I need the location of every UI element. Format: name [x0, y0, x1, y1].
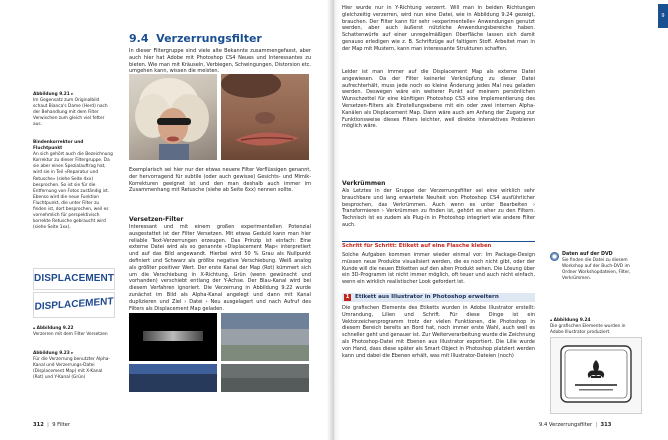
side-caption-figure-9-21: [33, 92, 113, 129]
caption-text: Die grafischen Elemente wurden in Adobe Illustrator produziert.: [550, 324, 626, 336]
caption-title: ▴ Abbildung 9.22: [33, 326, 74, 331]
subheading-versetzen: Versetzen-Filter: [129, 216, 184, 223]
right-page: [334, 0, 668, 440]
side-note-title: Bindenkorrektor und Fluchtpunkt: [33, 140, 84, 152]
dvd-note: [550, 252, 640, 282]
image-displacement-plain: [33, 268, 115, 290]
caption-figure-9-23: [33, 351, 113, 381]
caption-title: Abbildung 9.21 ▸: [33, 92, 74, 97]
image-x-channel: [129, 364, 217, 392]
caption-text: Im Gegensatz zum Originalbild schaut Bianca's Dame (Herd) nach der Behandlung mit dem Filter Verwischen zum gleich viel fetter aus.: [33, 98, 108, 128]
paragraph-y-direction: Hier wurde nur in Y-Richtung verzerrt. Will man in beiden Richtungen gleichzeitig verzerren, wird nun eine Datei, wie in Abbildung 9.24 gezeigt, brauchen. Der Filter kann für sehr »experimentelle« Anwendungen genutzt werden, aber auch äußerst nützliche Anwendungsbereiche haben. Schattenwürfe auf einer unregelmäßigen Oberfläche lassen sich damit genauso erledigen wie z. B. Schriftzüge auf faltigem Stoff. Arbeitet man in der Map mit Mustern, kann man interessante Strukturen schaffen.: [342, 5, 535, 52]
displacement-text-plain: DISPLACEMENT: [34, 273, 115, 284]
photo-woman-blonde: [129, 74, 217, 160]
step-1-header: [342, 293, 535, 302]
caption-title: Abbildung 9.23 ▸: [33, 351, 74, 356]
photo-face-closeup: [221, 74, 309, 160]
footer-section: 9.4 Verzerrungsfilter: [539, 422, 593, 428]
side-note-binding-corrector: [33, 140, 113, 231]
image-bottle-label: [550, 337, 642, 414]
subheading-verkruemmen: Verkrümmen: [342, 180, 386, 187]
caption-figure-9-24: [550, 318, 640, 336]
step-by-step-rule: [342, 241, 535, 242]
paragraph-versetzen: Interessant und mit einem großen experimentellen Potenzial ausgestattet ist der Filter Versetzen. Mit etwas Geduld kann man hier reliable Text-Verzerrungen erzeugen. Das Prinzip ist einfach: Eine externe Datei wird als so genannte »Displacement Map« interpretiert und auf das Bild angewandt. Hierbei wird 50 % Grau als Nullpunkt definiert und Schwarz als größte negative Verschiebung. Weiß analog als größter positiver Wert. Der erste Kanal der Map (Rot) kümmert sich um die Verschiebung in X-Richtung, Grün (wenn gewünscht und vorhanden) verschiebt entlang der Y-Achse. Der Blau-Kanal wird bei diesem Verfahren ignoriert. Die Verzerrung in Abbildung 9.22 wurde zunächst im Bild als Alpha-Kanal angelegt und dann mit Kanal duplizieren und Ziel › Datei › Neu ausgelagert und nach Aufruf des Filters als Displacement Map geladen.: [129, 224, 311, 312]
dvd-icon: [550, 252, 559, 261]
footer-right: 9.4 Verzerrungsfilter | 313: [539, 422, 612, 428]
caption-figure-9-22: [33, 326, 113, 338]
image-displacement-map: [221, 313, 309, 361]
section-heading: [129, 33, 262, 45]
caption-title: ▴ Abbildung 9.24: [550, 318, 591, 323]
caption-text: Für die Verzerrung benutzter Alpha-Kanal und Verzerrungs-Datei (Displacement Map) mit X-Kanal (Rot) und Y-Kanal (Grün): [33, 357, 110, 381]
paragraph-verkruemmen: Als Letztes in der Gruppe der Verzerrungsfilter sei eine wirklich sehr brauchbare und lang erwartete Neuheit von Photoshop CS4 ausführlicher besprochen, das Verkrümmen. Auch wenn es unter Bearbeiten › Transformieren › Verkrümmen zu finden ist, gehört es eher zu den Filtern. Technisch ist es zudem als Plug-in in Photoshop integriert wie andere Filter auch.: [342, 188, 535, 228]
page-number-left: 312: [33, 422, 44, 428]
page-number-right: 313: [600, 422, 612, 428]
section-number: 9.4: [129, 32, 149, 45]
dvd-text: Sie finden die Datei zu diesem Workshop auf der Buch-DVD im Ordner Workshopdateien, Filter, Verkrümmen.: [562, 258, 631, 282]
displacement-text-distorted: DISPLACEMENT: [34, 296, 114, 313]
step-intro: Solche Aufgaben kommen immer wieder einmal vor: Im Package-Design müssen neue Produkte visualisiert werden, die es noch nicht gibt, oder der Kunde will die neuen Etiketten auf den alten Produkt sehen. Die Lösung über ein 3D-Programm ist nicht immer möglich, oft teuer und auch nicht einfach, wenn ein wirklich realistischer Look gefordert ist.: [342, 252, 535, 286]
section-title: Verzerrungsfilter: [156, 32, 262, 45]
step-number-badge: 1: [345, 294, 350, 300]
chapter-thumb-tab: 9: [658, 4, 668, 28]
paragraph-displacement-map: Leider ist man immer auf die Displacement Map als externe Datei angewiesen. Da der Filter keinerlei Verknüpfung zu dieser Datei aufrechterhält, muss jede noch so kleine Änderung jedes Mal neu geladen werden. Deswegen wäre ein weiterer Punkt auf meinem persönlichen Wunschzettel für eine künftigen Photoshop CS3 eine Implementierung des Versetzen-Filters als Einstellungsebene mit ein oder zwei internen Alpha-Kanälen als Displacement Map. Dann wäre auch am Anfang der Zugang zur Funktionsweise dieses Filters leichter, weil direkte interaktives Probieren möglich wäre.: [342, 69, 535, 130]
side-note-text: An sich gehört auch die Bezeichnung Korrektur zu dieser Filtergruppe. Da sie aber einen Spezialauftrag hat, wird sie in Teil «Reparatur und Retusche» (siehe Seite 4xx) besprochen. So ist sie für die Entfernung von Fotos zuständig ist. Ebenso wird die neue Funktion Fluchtpunkt, die unter Filter zu finden ist, dort besprochen, weil es vornehmlich für perspektivisch korrekte Retusche gebraucht wird (siehe Seite 1xx).: [33, 152, 113, 231]
image-displacement-distorted: [33, 292, 115, 318]
step-title: Etikett aus Illustrator in Photoshop erweitern: [355, 294, 499, 300]
image-y-channel: [221, 364, 309, 392]
caption-text: Verzerren mit dem Filter Versetzen: [33, 332, 108, 338]
intro-paragraph: In dieser Filtergruppe sind viele alte Bekannte zusammengefasst, aber auch hier hat Adobe mit Photoshop CS4 Neues und Interessantes zu bieten. Wie man mit Kräuseln, Verbiegen, Schwingungen, Distorsion etc. umgehen kann, wissen die meisten.: [129, 48, 311, 75]
dvd-title: Daten auf der DVD: [562, 252, 613, 257]
step-by-step-heading: Schritt für Schritt: Etikett auf eine Flasche kleben: [342, 243, 492, 249]
step-1-text: Die grafischen Elemente des Etiketts wurden in Adobe Illustrator erstellt: Umrandung, Lilien und Schrift. Für diese Dinge ist ein Vektorzeichenprogramm trotz der vielen Funktionen, die Photoshop in diesem Bereich bereits an Bord hat, noch immer erste Wahl, auch weil es schneller geht und genauer ist. Zur Weiterverarbeitung wurde die Zeichnung als Photoshop-Datei mit Ebenen aus Illustrator exportiert. Die Lilie wurde von Hand, dass diese später als Smart Object in Photoshop platziert werden kann und dabei die Ebenen erhält, was mit Illustrator-Dateien (noch): [342, 305, 535, 359]
image-alpha-channel: [129, 313, 217, 361]
footer-left: 312 | 9 Filter: [33, 422, 70, 428]
footer-chapter: 9 Filter: [52, 422, 70, 428]
paragraph-verfluessigen: Exemplarisch sei hier nur der etwas neuere Filter Verflüssigen genannt, der hervorragend für subtile (oder auch gewisse) Gesichts- und Mimik-Korrekturen geeignet ist und den man deshalb auch immer im Zusammenhang mit Retusche (siehe ab Seite 6xx) nennen sollte.: [129, 167, 311, 194]
